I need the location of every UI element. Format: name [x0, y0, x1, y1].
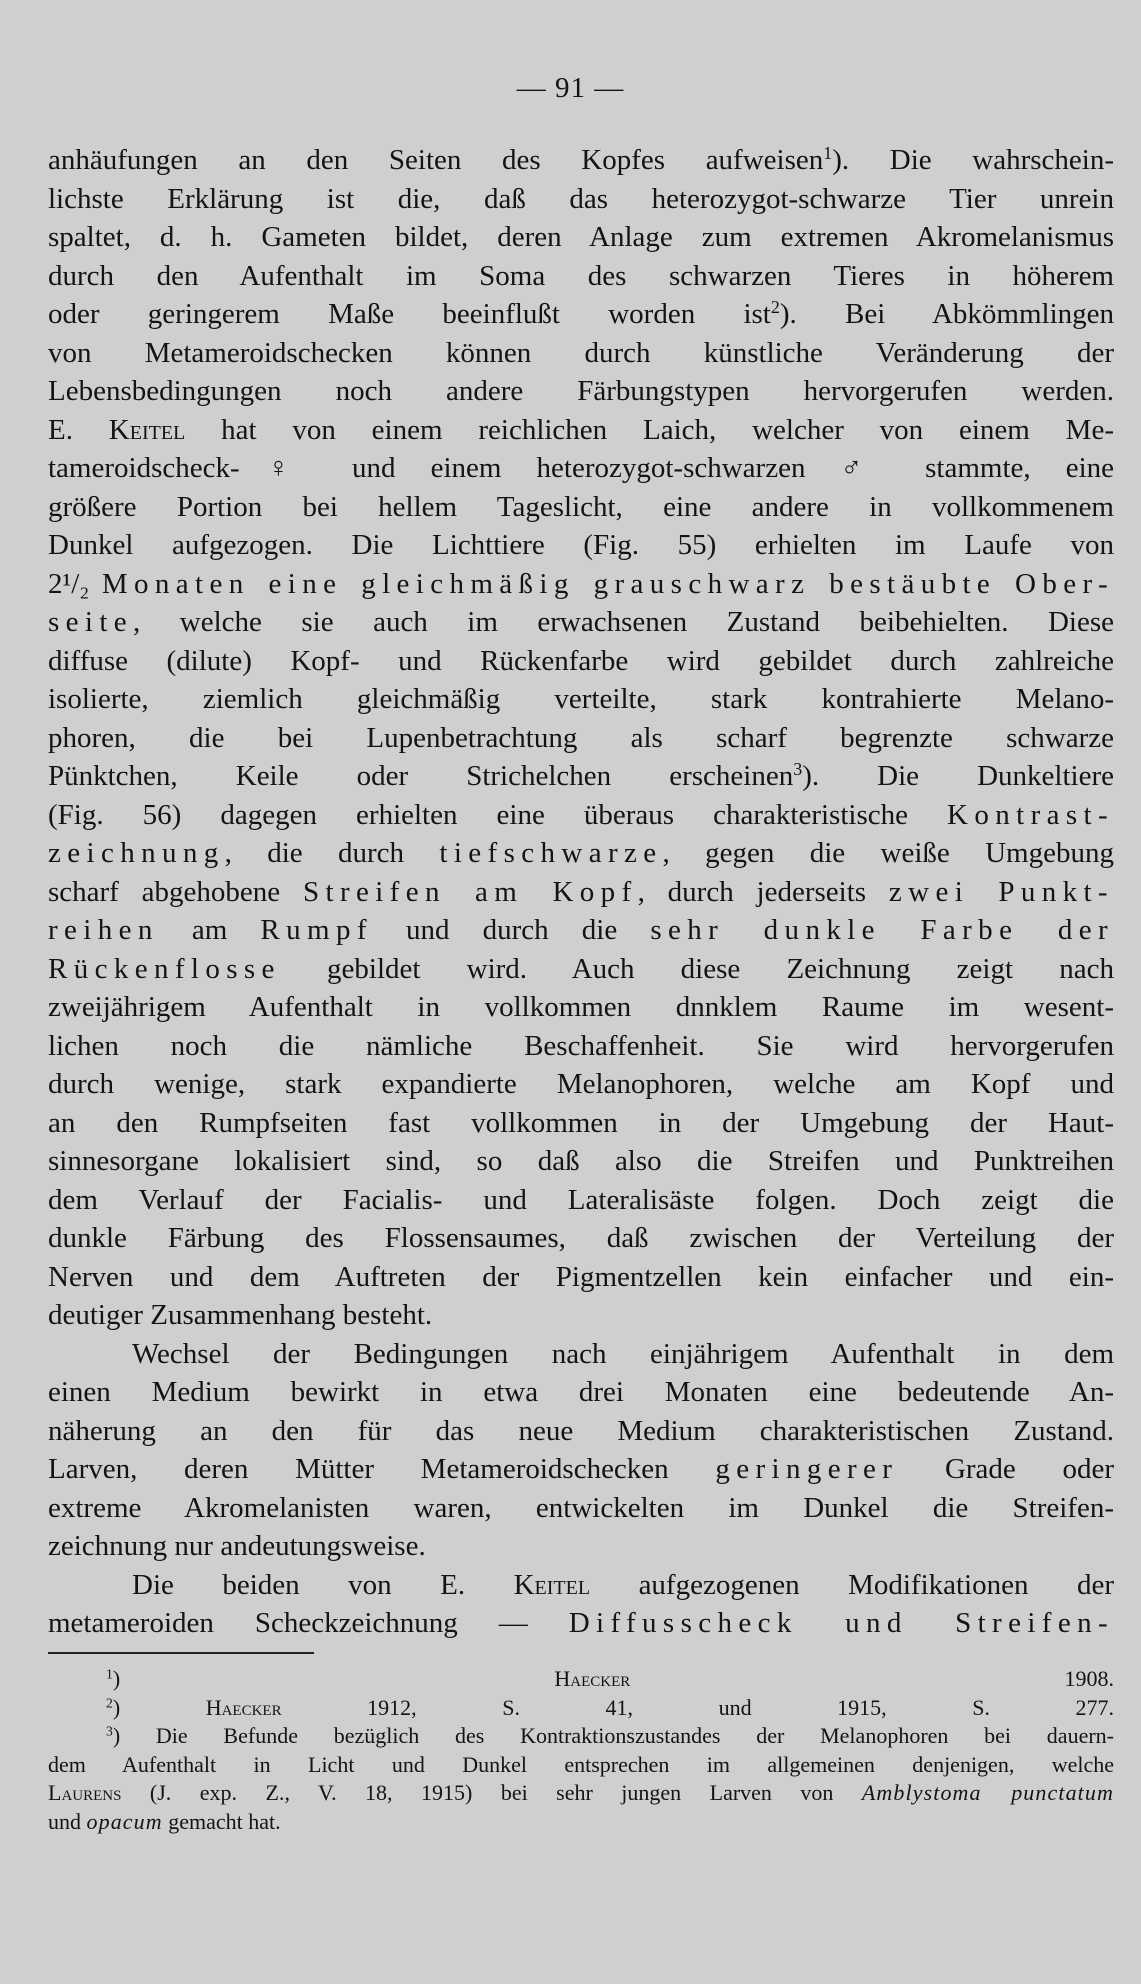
footnote-line	[48, 1694, 1114, 1723]
text-line	[48, 603, 1114, 642]
text-line	[48, 411, 1114, 450]
text-run: 1908.	[630, 1666, 1114, 1691]
text-run: und	[48, 1808, 87, 1834]
footnote-line	[48, 1751, 1114, 1780]
text-run: Grade oder	[898, 1453, 1114, 1485]
text-line	[48, 1296, 1114, 1335]
text-line	[48, 218, 1114, 257]
spaced-emphasis: Streifen am Kopf	[303, 875, 638, 908]
text-run: deutiger Zusammenhang besteht.	[48, 1299, 433, 1331]
author-name: Haecker	[205, 1694, 282, 1720]
text-run: einen Medium bewirkt in etwa drei Monaten eine bedeutende An-	[48, 1376, 1114, 1408]
text-run: größere Portion bei hellem Tageslicht, eine andere in vollkommenem	[48, 490, 1114, 523]
text-run: 1912, S. 41, und 1915, S. 277.	[281, 1694, 1114, 1720]
text-run: 2¹/₂	[48, 567, 102, 600]
text-run: näherung an den für das neue Medium charakteristischen Zustand.	[48, 1414, 1114, 1447]
footnote-ref: 2	[106, 1695, 113, 1711]
text-line	[48, 1412, 1114, 1451]
text-run: zweijährigem Aufenthalt in vollkommen dnnklem Raume im wesent-	[48, 991, 1114, 1023]
footnote-line	[48, 1808, 1114, 1837]
text-run: lichste Erklärung ist die, daß das heterozygot-schwarze Tier unrein	[48, 182, 1114, 215]
footnote-ref: 3	[793, 759, 803, 780]
text-line	[48, 257, 1114, 296]
text-run: dunkle Färbung des Flossensaumes, daß zwischen der Verteilung der	[48, 1222, 1114, 1254]
text-run: aufgezogenen Modifikationen der	[590, 1568, 1114, 1601]
text-run: durch wenige, stark expandierte Melanophoren, welche am Kopf und	[48, 1068, 1114, 1100]
footnote-line	[48, 1665, 1114, 1694]
text-line	[48, 1450, 1114, 1489]
text-run: ). Bei Abkömmlingen	[779, 298, 1115, 330]
text-run: oder geringerem Maße beeinflußt worden ist	[48, 298, 771, 330]
text-run: Nerven und dem Auftreten der Pigmentzellen kein einfacher und ein-	[48, 1260, 1114, 1293]
text-line	[48, 488, 1114, 527]
text-run: metameroiden Scheckzeichnung —	[48, 1607, 569, 1639]
footnote-ref: 1	[106, 1666, 113, 1682]
species-name: Amblystoma punctatum	[861, 1780, 1114, 1806]
text-line	[48, 1142, 1114, 1181]
footnote-ref: 3	[106, 1723, 113, 1739]
text-run: gebildet wird. Auch diese Zeichnung zeigt nach	[280, 952, 1114, 985]
text-run: extreme Akromelanisten waren, entwickelten im Dunkel die Streifen-	[48, 1491, 1114, 1524]
text-line	[48, 796, 1114, 835]
text-run: isolierte, ziemlich gleichmäßig verteilte, stark kontrahierte Melano-	[48, 683, 1114, 715]
text-run: , durch jederseits	[637, 875, 889, 908]
text-run: Wechsel der Bedingungen nach einjährigem Aufenthalt in dem	[132, 1337, 1114, 1370]
text-run: tameroidscheck-♀ und einem heterozygot-schwarzen ♂ stammte, eine	[48, 452, 1114, 484]
body-text	[48, 141, 1114, 1643]
text-run: lichen noch die nämliche Beschaffenheit. Sie wird hervorgerufen	[48, 1029, 1114, 1062]
spaced-emphasis: reihen	[48, 914, 159, 946]
footnote-ref: 1	[823, 143, 833, 164]
text-run: dem Aufenthalt in Licht und Dunkel entsprechen im allgemeinen denjenigen, welche	[48, 1751, 1114, 1777]
page-number: — 91 —	[516, 72, 625, 104]
text-line	[48, 757, 1114, 796]
spaced-emphasis: zeichnung	[48, 837, 225, 869]
spaced-emphasis: Rückenflosse	[48, 952, 281, 985]
text-run: hat von einem reichlichen Laich, welcher von einem Me-	[185, 413, 1115, 446]
spaced-emphasis: zwei Punkt-	[888, 875, 1114, 908]
text-run: Die beiden von E.	[132, 1568, 514, 1601]
text-line	[48, 1566, 1114, 1605]
text-run: , gegen die weiße Umgebung	[662, 837, 1114, 869]
text-line	[48, 642, 1114, 681]
text-run: anhäufungen an den Seiten des Kopfes aufweisen	[48, 144, 824, 176]
text-line	[48, 334, 1114, 373]
text-run: (J. exp. Z., V. 18, 1915) bei sehr jungen Larven von	[121, 1780, 862, 1806]
text-line	[48, 873, 1114, 912]
text-line	[48, 988, 1114, 1027]
text-run: sinnesorgane lokalisiert sind, so daß also die Streifen und Punktreihen	[48, 1145, 1114, 1177]
spaced-emphasis: Monaten eine gleichmäßig grauschwarz bestäubte Ober-	[101, 567, 1114, 600]
text-line	[48, 1219, 1114, 1258]
text-line	[48, 141, 1114, 180]
text-line	[48, 680, 1114, 719]
spaced-emphasis: seite	[48, 606, 134, 638]
text-line	[48, 449, 1114, 488]
text-line	[48, 180, 1114, 219]
species-name: opacum	[86, 1808, 163, 1834]
text-line	[48, 565, 1114, 604]
text-run: gemacht hat.	[162, 1808, 281, 1834]
text-line	[48, 950, 1114, 989]
text-run: ). Die Dunkeltiere	[802, 760, 1115, 792]
spaced-emphasis: Diffusscheck und Streifen-	[568, 1607, 1114, 1639]
spaced-emphasis: Kontrast-	[947, 798, 1114, 831]
text-run: durch den Aufenthalt im Soma des schwarzen Tieres in höherem	[48, 259, 1114, 292]
spaced-emphasis: sehr dunkle Farbe der	[650, 914, 1114, 946]
spaced-emphasis: Rumpf	[260, 914, 373, 946]
text-run: von Metameroidschecken können durch künstliche Veränderung der	[48, 336, 1114, 369]
text-run: Larven, deren Mütter Metameroidschecken	[48, 1453, 716, 1485]
text-line	[48, 526, 1114, 565]
text-line	[48, 719, 1114, 758]
footnote-divider	[48, 1652, 314, 1654]
text-run: Dunkel aufgezogen. Die Lichttiere (Fig. 55) erhielten im Laufe von	[48, 529, 1114, 561]
text-run: ) Die Befunde bezüglich des Kontraktionszustandes der Melanophoren bei dauern-	[112, 1723, 1114, 1749]
author-name: Keitel	[108, 413, 186, 446]
text-line	[48, 1604, 1114, 1643]
text-line	[48, 1373, 1114, 1412]
text-line	[48, 295, 1114, 334]
text-run: scharf abgehobene	[48, 875, 303, 908]
text-run: Lebensbedingungen noch andere Färbungstypen hervorgerufen werden.	[48, 375, 1114, 407]
author-name: Laurens	[48, 1780, 122, 1806]
footnotes	[48, 1665, 1114, 1837]
text-run: phoren, die bei Lupenbetrachtung als scharf begrenzte schwarze	[48, 721, 1114, 754]
text-run: , die durch	[224, 837, 440, 869]
text-run: (Fig. 56) dagegen erhielten eine überaus charakteristische	[48, 798, 948, 831]
text-line	[48, 372, 1114, 411]
text-run: spaltet, d. h. Gameten bildet, deren Anlage zum extremen Akromelanismus	[48, 221, 1114, 253]
footnote-ref: 2	[770, 297, 780, 318]
text-line	[48, 1527, 1114, 1566]
footnote-line	[48, 1779, 1114, 1808]
text-line	[48, 1027, 1114, 1066]
spaced-emphasis: tiefschwarze	[439, 837, 663, 869]
text-run: , welche sie auch im erwachsenen Zustand beibehielten. Diese	[133, 606, 1114, 638]
text-line	[48, 1181, 1114, 1220]
text-run: zeichnung nur andeutungsweise.	[48, 1530, 426, 1562]
text-run: an den Rumpfseiten fast vollkommen in der Umgebung der Haut-	[48, 1106, 1114, 1139]
text-run: Pünktchen, Keile oder Strichelchen erscheinen	[48, 760, 794, 792]
author-name: Keitel	[513, 1568, 591, 1601]
text-line	[48, 1258, 1114, 1297]
text-run: ). Die wahrschein-	[832, 144, 1114, 176]
text-line	[48, 1104, 1114, 1143]
text-run: E.	[48, 413, 109, 446]
text-line	[48, 911, 1114, 950]
text-line	[48, 1065, 1114, 1104]
text-run: und durch die	[372, 914, 651, 946]
spaced-emphasis: geringerer	[715, 1453, 899, 1485]
text-line	[48, 1335, 1114, 1374]
text-run: am	[158, 914, 261, 946]
text-line	[48, 1489, 1114, 1528]
text-run: dem Verlauf der Facialis- und Lateralisäste folgen. Doch zeigt die	[48, 1183, 1114, 1216]
text-run: )	[112, 1666, 555, 1691]
text-run: )	[112, 1694, 206, 1720]
text-run: diffuse (dilute) Kopf- und Rückenfarbe wird gebildet durch zahlreiche	[48, 644, 1114, 677]
text-line	[48, 834, 1114, 873]
footnote-line	[48, 1722, 1114, 1751]
author-name: Haecker	[554, 1666, 631, 1691]
